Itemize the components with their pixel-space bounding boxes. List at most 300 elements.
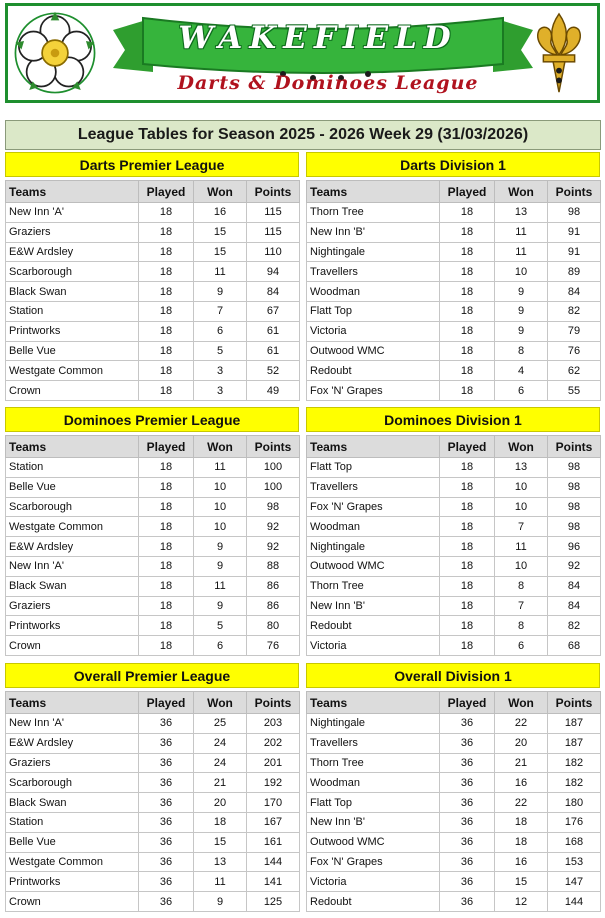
team-name-cell: Thorn Tree (307, 576, 440, 596)
table-row (307, 477, 601, 497)
played-cell: 18 (440, 616, 495, 636)
played-cell: 18 (139, 616, 194, 636)
table-row (6, 282, 300, 302)
won-cell: 10 (495, 556, 548, 576)
played-cell: 36 (139, 892, 194, 912)
points-cell: 82 (548, 301, 601, 321)
played-cell: 18 (139, 537, 194, 557)
played-cell: 18 (139, 203, 194, 223)
table-row (6, 381, 300, 401)
team-name-cell: New Inn 'A' (6, 714, 139, 734)
points-cell: 55 (548, 381, 601, 401)
team-name-cell: E&W Ardsley (6, 733, 139, 753)
banner-subtitle: Darts & Dominoes League (177, 72, 479, 94)
points-cell: 201 (247, 753, 300, 773)
won-cell: 15 (194, 832, 247, 852)
played-cell: 36 (139, 714, 194, 734)
team-name-cell: New Inn 'A' (6, 556, 139, 576)
table-header-row (6, 692, 300, 714)
team-name-cell: Graziers (6, 596, 139, 616)
table-row (6, 242, 300, 262)
points-cell: 168 (548, 832, 601, 852)
won-cell: 15 (194, 242, 247, 262)
points-cell: 96 (548, 537, 601, 557)
column-header-won: Won (495, 436, 548, 458)
table-row (307, 222, 601, 242)
won-cell: 10 (495, 477, 548, 497)
team-name-cell: Crown (6, 381, 139, 401)
column-header-played: Played (440, 181, 495, 203)
table-row (6, 793, 300, 813)
table-row (6, 361, 300, 381)
column-header-teams: Teams (307, 436, 440, 458)
standings-table (5, 691, 300, 912)
won-cell: 24 (194, 753, 247, 773)
table-row (307, 321, 601, 341)
league-title: Overall Premier League (5, 663, 299, 688)
points-cell: 92 (247, 517, 300, 537)
table-row (307, 262, 601, 282)
table-row (307, 301, 601, 321)
standings-table (306, 435, 601, 656)
won-cell: 6 (194, 636, 247, 656)
won-cell: 20 (495, 733, 548, 753)
won-cell: 16 (495, 773, 548, 793)
table-header-row (307, 692, 601, 714)
won-cell: 13 (495, 458, 548, 478)
played-cell: 18 (139, 361, 194, 381)
league-table (306, 407, 600, 656)
league-title: Dominoes Division 1 (306, 407, 600, 432)
won-cell: 18 (495, 812, 548, 832)
won-cell: 5 (194, 616, 247, 636)
table-row (307, 872, 601, 892)
team-name-cell: Victoria (307, 321, 440, 341)
table-row (307, 753, 601, 773)
team-name-cell: Belle Vue (6, 832, 139, 852)
points-cell: 98 (548, 497, 601, 517)
column-header-won: Won (495, 181, 548, 203)
team-name-cell: Crown (6, 892, 139, 912)
column-header-played: Played (139, 436, 194, 458)
points-cell: 79 (548, 321, 601, 341)
points-cell: 94 (247, 262, 300, 282)
column-header-teams: Teams (307, 692, 440, 714)
played-cell: 36 (440, 872, 495, 892)
table-row (6, 341, 300, 361)
won-cell: 9 (495, 321, 548, 341)
team-name-cell: Outwood WMC (307, 556, 440, 576)
played-cell: 18 (139, 556, 194, 576)
played-cell: 36 (440, 892, 495, 912)
played-cell: 18 (139, 636, 194, 656)
table-row (307, 517, 601, 537)
won-cell: 9 (194, 537, 247, 557)
column-header-won: Won (194, 436, 247, 458)
team-name-cell: Redoubt (307, 616, 440, 636)
team-name-cell: Printworks (6, 616, 139, 636)
won-cell: 12 (495, 892, 548, 912)
column-header-won: Won (495, 692, 548, 714)
table-row (307, 576, 601, 596)
table-row (6, 733, 300, 753)
team-name-cell: New Inn 'A' (6, 203, 139, 223)
league-table (5, 663, 299, 912)
played-cell: 18 (139, 497, 194, 517)
points-cell: 98 (247, 497, 300, 517)
won-cell: 6 (194, 321, 247, 341)
won-cell: 7 (194, 301, 247, 321)
won-cell: 11 (495, 222, 548, 242)
points-cell: 84 (247, 282, 300, 302)
won-cell: 10 (194, 517, 247, 537)
table-row (6, 714, 300, 734)
points-cell: 76 (247, 636, 300, 656)
won-cell: 22 (495, 793, 548, 813)
points-cell: 144 (548, 892, 601, 912)
played-cell: 18 (440, 222, 495, 242)
points-cell: 82 (548, 616, 601, 636)
points-cell: 147 (548, 872, 601, 892)
team-name-cell: Nightingale (307, 714, 440, 734)
team-name-cell: Fox 'N' Grapes (307, 852, 440, 872)
points-cell: 167 (247, 812, 300, 832)
points-cell: 89 (548, 262, 601, 282)
column-header-played: Played (139, 181, 194, 203)
points-cell: 86 (247, 576, 300, 596)
team-name-cell: Nightingale (307, 242, 440, 262)
season-header: League Tables for Season 2025 - 2026 Week 29 (31/03/2026) (5, 120, 601, 150)
team-name-cell: Flatt Top (307, 793, 440, 813)
table-row (6, 852, 300, 872)
table-row (6, 556, 300, 576)
table-row (307, 852, 601, 872)
team-name-cell: New Inn 'B' (307, 812, 440, 832)
won-cell: 15 (194, 222, 247, 242)
won-cell: 9 (495, 282, 548, 302)
fleur-de-lis-icon (529, 10, 589, 98)
won-cell: 11 (495, 242, 548, 262)
team-name-cell: Black Swan (6, 576, 139, 596)
points-cell: 86 (247, 596, 300, 616)
played-cell: 36 (440, 753, 495, 773)
table-row (307, 381, 601, 401)
played-cell: 36 (139, 793, 194, 813)
column-header-played: Played (440, 692, 495, 714)
team-name-cell: Black Swan (6, 793, 139, 813)
points-cell: 61 (247, 321, 300, 341)
points-cell: 84 (548, 282, 601, 302)
points-cell: 91 (548, 222, 601, 242)
points-cell: 202 (247, 733, 300, 753)
played-cell: 36 (139, 872, 194, 892)
table-row (6, 537, 300, 557)
team-name-cell: Station (6, 458, 139, 478)
played-cell: 18 (440, 497, 495, 517)
points-cell: 49 (247, 381, 300, 401)
column-header-points: Points (247, 692, 300, 714)
team-name-cell: Thorn Tree (307, 203, 440, 223)
team-name-cell: E&W Ardsley (6, 537, 139, 557)
played-cell: 18 (440, 282, 495, 302)
table-row (6, 616, 300, 636)
team-name-cell: Flatt Top (307, 458, 440, 478)
column-header-teams: Teams (6, 436, 139, 458)
yorkshire-rose-icon (12, 10, 98, 96)
standings-table (306, 180, 601, 401)
column-header-won: Won (194, 692, 247, 714)
played-cell: 18 (139, 242, 194, 262)
won-cell: 11 (194, 262, 247, 282)
team-name-cell: Graziers (6, 222, 139, 242)
played-cell: 18 (139, 222, 194, 242)
table-header-row (6, 436, 300, 458)
table-row (6, 892, 300, 912)
played-cell: 36 (139, 753, 194, 773)
team-name-cell: Woodman (307, 773, 440, 793)
team-name-cell: Westgate Common (6, 361, 139, 381)
played-cell: 18 (139, 576, 194, 596)
played-cell: 18 (440, 636, 495, 656)
played-cell: 18 (139, 321, 194, 341)
won-cell: 9 (194, 596, 247, 616)
points-cell: 110 (247, 242, 300, 262)
won-cell: 25 (194, 714, 247, 734)
played-cell: 18 (139, 262, 194, 282)
won-cell: 16 (194, 203, 247, 223)
table-row (6, 458, 300, 478)
played-cell: 18 (440, 381, 495, 401)
league-banner (5, 3, 600, 103)
league-title: Dominoes Premier League (5, 407, 299, 432)
played-cell: 36 (440, 852, 495, 872)
table-row (307, 203, 601, 223)
played-cell: 18 (440, 321, 495, 341)
team-name-cell: Scarborough (6, 497, 139, 517)
played-cell: 18 (139, 458, 194, 478)
team-name-cell: Crown (6, 636, 139, 656)
points-cell: 192 (247, 773, 300, 793)
team-name-cell: Belle Vue (6, 341, 139, 361)
played-cell: 18 (440, 203, 495, 223)
won-cell: 10 (194, 477, 247, 497)
won-cell: 16 (495, 852, 548, 872)
column-header-points: Points (247, 436, 300, 458)
column-header-won: Won (194, 181, 247, 203)
team-name-cell: Outwood WMC (307, 832, 440, 852)
played-cell: 18 (139, 596, 194, 616)
table-row (307, 537, 601, 557)
league-title: Darts Division 1 (306, 152, 600, 177)
team-name-cell: Thorn Tree (307, 753, 440, 773)
team-name-cell: Redoubt (307, 892, 440, 912)
points-cell: 91 (548, 242, 601, 262)
played-cell: 18 (139, 282, 194, 302)
points-cell: 141 (247, 872, 300, 892)
table-row (307, 596, 601, 616)
table-row (307, 556, 601, 576)
table-row (6, 301, 300, 321)
played-cell: 36 (440, 812, 495, 832)
points-cell: 92 (548, 556, 601, 576)
points-cell: 182 (548, 753, 601, 773)
won-cell: 22 (495, 714, 548, 734)
table-row (307, 361, 601, 381)
table-row (6, 517, 300, 537)
team-name-cell: Black Swan (6, 282, 139, 302)
table-row (6, 596, 300, 616)
points-cell: 80 (247, 616, 300, 636)
points-cell: 170 (247, 793, 300, 813)
won-cell: 24 (194, 733, 247, 753)
league-table (5, 407, 299, 656)
league-table (306, 663, 600, 912)
won-cell: 9 (194, 282, 247, 302)
points-cell: 84 (548, 576, 601, 596)
won-cell: 10 (495, 497, 548, 517)
team-name-cell: Victoria (307, 636, 440, 656)
table-row (307, 242, 601, 262)
points-cell: 98 (548, 458, 601, 478)
table-row (6, 773, 300, 793)
table-row (6, 812, 300, 832)
won-cell: 6 (495, 636, 548, 656)
standings-table (306, 691, 601, 912)
team-name-cell: New Inn 'B' (307, 596, 440, 616)
column-header-points: Points (247, 181, 300, 203)
played-cell: 36 (139, 733, 194, 753)
points-cell: 84 (548, 596, 601, 616)
column-header-teams: Teams (307, 181, 440, 203)
team-name-cell: Belle Vue (6, 477, 139, 497)
league-table (306, 152, 600, 401)
points-cell: 161 (247, 832, 300, 852)
column-header-played: Played (440, 436, 495, 458)
table-row (6, 262, 300, 282)
played-cell: 36 (440, 733, 495, 753)
table-header-row (307, 436, 601, 458)
table-row (6, 753, 300, 773)
team-name-cell: Nightingale (307, 537, 440, 557)
won-cell: 10 (495, 262, 548, 282)
team-name-cell: Station (6, 812, 139, 832)
points-cell: 67 (247, 301, 300, 321)
team-name-cell: Redoubt (307, 361, 440, 381)
played-cell: 18 (139, 301, 194, 321)
points-cell: 98 (548, 477, 601, 497)
table-row (6, 576, 300, 596)
played-cell: 18 (440, 477, 495, 497)
column-header-teams: Teams (6, 181, 139, 203)
played-cell: 36 (440, 793, 495, 813)
team-name-cell: Printworks (6, 872, 139, 892)
won-cell: 11 (194, 458, 247, 478)
played-cell: 18 (139, 477, 194, 497)
won-cell: 4 (495, 361, 548, 381)
points-cell: 115 (247, 203, 300, 223)
won-cell: 21 (194, 773, 247, 793)
column-header-points: Points (548, 692, 601, 714)
played-cell: 18 (440, 596, 495, 616)
column-header-points: Points (548, 181, 601, 203)
played-cell: 36 (139, 832, 194, 852)
won-cell: 9 (194, 556, 247, 576)
table-row (307, 497, 601, 517)
won-cell: 20 (194, 793, 247, 813)
played-cell: 36 (139, 773, 194, 793)
standings-table (5, 435, 300, 656)
played-cell: 36 (440, 773, 495, 793)
table-row (6, 477, 300, 497)
won-cell: 7 (495, 517, 548, 537)
played-cell: 36 (139, 812, 194, 832)
table-row (307, 793, 601, 813)
team-name-cell: Woodman (307, 282, 440, 302)
team-name-cell: Printworks (6, 321, 139, 341)
won-cell: 21 (495, 753, 548, 773)
team-name-cell: Victoria (307, 872, 440, 892)
points-cell: 187 (548, 714, 601, 734)
won-cell: 7 (495, 596, 548, 616)
team-name-cell: Outwood WMC (307, 341, 440, 361)
played-cell: 18 (440, 517, 495, 537)
table-row (307, 458, 601, 478)
team-name-cell: Graziers (6, 753, 139, 773)
won-cell: 11 (194, 576, 247, 596)
table-row (307, 733, 601, 753)
column-header-played: Played (139, 692, 194, 714)
points-cell: 125 (247, 892, 300, 912)
league-table (5, 152, 299, 401)
team-name-cell: Fox 'N' Grapes (307, 381, 440, 401)
team-name-cell: Scarborough (6, 773, 139, 793)
table-row (307, 636, 601, 656)
won-cell: 5 (194, 341, 247, 361)
team-name-cell: Flatt Top (307, 301, 440, 321)
points-cell: 182 (548, 773, 601, 793)
team-name-cell: New Inn 'B' (307, 222, 440, 242)
played-cell: 18 (139, 517, 194, 537)
team-name-cell: Woodman (307, 517, 440, 537)
won-cell: 9 (495, 301, 548, 321)
points-cell: 203 (247, 714, 300, 734)
played-cell: 18 (139, 341, 194, 361)
won-cell: 18 (194, 812, 247, 832)
won-cell: 3 (194, 361, 247, 381)
points-cell: 62 (548, 361, 601, 381)
points-cell: 88 (247, 556, 300, 576)
played-cell: 36 (139, 852, 194, 872)
column-header-teams: Teams (6, 692, 139, 714)
table-row (6, 872, 300, 892)
won-cell: 11 (194, 872, 247, 892)
won-cell: 13 (495, 203, 548, 223)
points-cell: 76 (548, 341, 601, 361)
team-name-cell: Scarborough (6, 262, 139, 282)
points-cell: 144 (247, 852, 300, 872)
played-cell: 18 (440, 556, 495, 576)
won-cell: 11 (495, 537, 548, 557)
table-row (307, 714, 601, 734)
won-cell: 13 (194, 852, 247, 872)
team-name-cell: Station (6, 301, 139, 321)
table-row (307, 812, 601, 832)
table-header-row (6, 181, 300, 203)
banner-title: WAKEFIELD (178, 20, 458, 56)
table-row (307, 832, 601, 852)
table-row (307, 892, 601, 912)
played-cell: 18 (440, 341, 495, 361)
